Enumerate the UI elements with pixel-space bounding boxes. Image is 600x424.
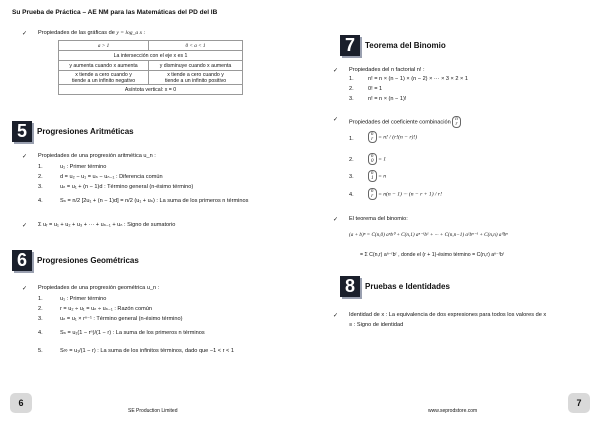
geo-item-1: u₁ : Primer término — [60, 296, 107, 302]
table-header-a-gt-1: a > 1 — [59, 41, 149, 51]
section-number: 7 — [340, 35, 360, 56]
item-number: 3. — [349, 174, 354, 180]
log-properties-table — [58, 40, 243, 95]
check-icon: ✓ — [22, 31, 28, 37]
binomial-expansion: (a + b)ⁿ = C(n,0) aⁿb⁰ + C(n,1) aⁿ⁻¹b¹ + ··· + C(n,n−1) a¹bⁿ⁻¹ + C(n,n) a⁰bⁿ — [349, 232, 508, 238]
cell-line: tiende a un infinito positivo — [164, 77, 227, 84]
geo-item-3: uₙ = u₁ × rⁿ⁻¹ : Término general (n-ésimo término) — [60, 316, 183, 322]
footer-publisher: SE Production Limited — [128, 408, 178, 414]
item-number: 2. — [38, 174, 43, 180]
check-icon: ✓ — [22, 286, 28, 292]
item-number: 1. — [349, 136, 354, 142]
item-number: 3. — [38, 316, 43, 322]
binom-n-r: n r — [368, 188, 377, 200]
section-6 — [12, 250, 139, 271]
coef-item-3 — [368, 170, 386, 182]
footer-website: www.seprodstore.com — [428, 408, 478, 414]
item-number: 1. — [349, 76, 354, 82]
graph-props-text: Propiedades de las gráficas de — [38, 30, 115, 36]
binom-intro: El teorema del binomio: — [349, 216, 408, 222]
item-number: 2. — [38, 306, 43, 312]
geo-item-5: S∞ = u₁/(1 − r) : La suma de los infinitos términos, dado que −1 < r < 1 — [60, 348, 234, 354]
cell-line: tiende a un infinito negativo — [71, 77, 136, 84]
coef-intro — [349, 116, 461, 128]
item-number: 1. — [38, 296, 43, 302]
page-number-badge: 6 — [10, 393, 32, 413]
table-cell-increase: y aumenta cuando x aumenta — [59, 61, 149, 71]
right-page — [300, 0, 600, 424]
cell-line: x tiende a cero cuando y — [167, 71, 224, 78]
page-header: Su Prueba de Práctica – AE NM para las Matemáticas del PD del IB — [12, 9, 218, 16]
coef-item-1 — [368, 131, 417, 143]
fact-item-1: n! = n × (n − 1) × (n − 2) × ··· × 3 × 2 × 1 — [368, 76, 468, 82]
arith-item-2: d = u₂ − u₁ = uₙ − uₙ₋₁ : Diferencia común — [60, 174, 163, 180]
item-number: 4. — [349, 192, 354, 198]
section-8 — [340, 276, 450, 297]
identity-line-2: ≡ : Signo de identidad — [349, 322, 404, 328]
binom-n-r: n r — [368, 131, 377, 143]
binom-n-r: n r — [452, 116, 461, 128]
check-icon: ✓ — [333, 217, 339, 223]
binomial-sum: = Σ C(n,r) aⁿ⁻ʳbʳ , donde el (r + 1)-ésimo término = C(n,r) aⁿ⁻ʳbʳ — [360, 252, 505, 258]
section-number: 8 — [340, 276, 360, 297]
fact-item-3: n! = n × (n − 1)! — [368, 96, 407, 102]
coef-item-2-expr: = 1 — [378, 156, 387, 163]
item-number: 3. — [349, 96, 354, 102]
graph-props-label — [38, 30, 145, 36]
table-row-asymptote: Asíntota vertical: x = 0 — [59, 85, 243, 95]
page-number-badge: 7 — [568, 393, 590, 413]
arith-item-1: u₁ : Primer término — [60, 164, 107, 170]
table-header-a-lt-1: 0 < a < 1 — [149, 41, 243, 51]
binom-n-0: n 0 — [368, 153, 377, 165]
arith-item-3: uₙ = u₁ + (n − 1)d : Término general (n-ésimo término) — [60, 184, 194, 190]
section-title: Progresiones Aritméticas — [37, 127, 134, 136]
table-cell-decrease: y disminuye cuando x aumenta — [149, 61, 243, 71]
geo-item-2: r = u₂ ÷ u₁ = uₙ ÷ uₙ₋₁ : Razón común — [60, 306, 152, 312]
item-number: 5. — [38, 348, 43, 354]
coef-item-4 — [368, 188, 442, 200]
check-icon: ✓ — [333, 117, 339, 123]
section-title: Pruebas e Identidades — [365, 282, 450, 291]
section-title: Teorema del Binomio — [365, 41, 446, 50]
coef-item-3-expr: = n — [378, 173, 387, 180]
graph-props-formula: y = log_a x : — [116, 30, 146, 36]
geo-item-4: Sₙ = u₁(1 − rⁿ)/(1 − r) : La suma de los primeros n términos — [60, 330, 205, 336]
item-number: 3. — [38, 184, 43, 190]
arith-intro: Propiedades de una progresión aritmética u_n : — [38, 153, 156, 159]
geo-intro: Propiedades de una progresión geométrica u_n : — [38, 285, 160, 291]
item-number: 4. — [38, 330, 43, 336]
fact-item-2: 0! = 1 — [368, 86, 383, 92]
item-number: 2. — [349, 86, 354, 92]
table-cell-pos-inf — [149, 71, 243, 85]
section-number: 5 — [12, 121, 32, 142]
cell-line: x tiende a cero cuando y — [75, 71, 132, 78]
check-icon: ✓ — [333, 68, 339, 74]
arith-item-4: Sₙ = n/2 [2u₁ + (n − 1)d] = n/2 (u₁ + uₙ) : La suma de los primeros n términos — [60, 198, 249, 204]
coef-item-4-expr: = n(n − 1) ··· (n − r + 1) / r! — [378, 191, 442, 198]
table-row-intercept: La intersección con el eje x es 1 — [59, 51, 243, 61]
coef-intro-text: Propiedades del coeficiente combinación — [349, 119, 451, 126]
check-icon: ✓ — [22, 154, 28, 160]
section-number: 6 — [12, 250, 32, 271]
item-number: 1. — [38, 164, 43, 170]
item-number: 2. — [349, 157, 354, 163]
coef-item-1-expr: = n! / (r!(n − r)!) — [378, 134, 418, 141]
check-icon: ✓ — [333, 313, 339, 319]
coef-item-2 — [368, 153, 386, 165]
check-icon: ✓ — [22, 223, 28, 229]
fact-intro: Propiedades del n factorial n! : — [349, 67, 425, 73]
section-5 — [12, 121, 134, 142]
section-7 — [340, 35, 446, 56]
binom-n-1: n 1 — [368, 170, 377, 182]
table-cell-neg-inf — [59, 71, 149, 85]
item-number: 4. — [38, 198, 43, 204]
section-title: Progresiones Geométricas — [37, 256, 139, 265]
identity-line-1: Identidad de x : La equivalencia de dos expresiones para todos los valores de x — [349, 312, 547, 318]
sigma-line: Σ uᵣ = u₁ + u₂ + u₃ + ··· + uₙ₋₁ + uₙ : Signo de sumatorio — [38, 222, 176, 228]
